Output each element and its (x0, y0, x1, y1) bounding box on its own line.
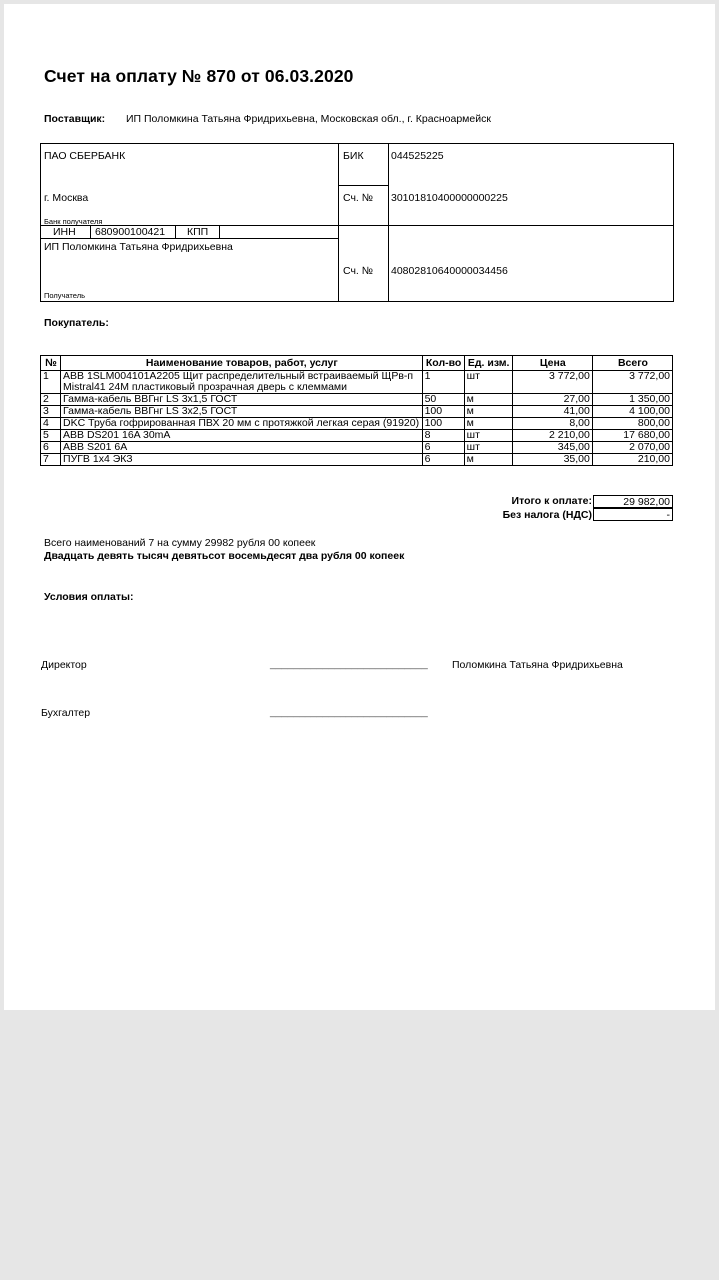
bank-name: ПАО СБЕРБАНК (44, 150, 126, 162)
row-unit: м (464, 454, 512, 466)
accountant-signature-line: ___________________________ (270, 706, 428, 718)
table-header-row (41, 356, 673, 371)
director-signature-line: ___________________________ (270, 658, 428, 670)
col-header-qty: Кол-во (422, 356, 464, 371)
row-number: 1 (41, 371, 61, 394)
corr-account-value: 30101810400000000225 (391, 192, 508, 204)
total-value: 29 982,00 (593, 495, 673, 508)
recipient-caption: Получатель (44, 291, 85, 300)
recipient-name: ИП Поломкина Татьяна Фридрихьевна (44, 241, 233, 253)
row-price: 8,00 (512, 418, 592, 430)
row-number: 3 (41, 406, 61, 418)
bik-label: БИК (343, 150, 364, 162)
vat-value: - (593, 508, 673, 521)
row-price: 2 210,00 (512, 430, 592, 442)
supplier-label: Поставщик: (44, 113, 106, 125)
table-row (41, 418, 673, 430)
row-unit: м (464, 406, 512, 418)
row-price: 35,00 (512, 454, 592, 466)
row-name: ABB S201 6A (61, 442, 423, 454)
row-number: 2 (41, 394, 61, 406)
row-qty: 100 (422, 406, 464, 418)
row-price: 41,00 (512, 406, 592, 418)
row-unit: шт (464, 442, 512, 454)
invoice-page (4, 4, 715, 1010)
row-total: 210,00 (592, 454, 672, 466)
bank-city: г. Москва (44, 192, 89, 204)
corr-account-label: Сч. № (343, 192, 374, 204)
row-name: ABB 1SLM004101A2205 Щит распределительный встраиваемый ЩРв-п Mistral41 24М пластиковый прозрачная дверь с клеммами (61, 371, 423, 394)
bank-details-box (40, 143, 674, 302)
vat-label: Без налога (НДС) (502, 509, 592, 521)
row-number: 4 (41, 418, 61, 430)
summary-count: Всего наименований 7 на сумму 29982 рубля 00 копеек (44, 537, 316, 549)
col-header-name: Наименование товаров, работ, услуг (61, 356, 423, 371)
table-row (41, 442, 673, 454)
row-number: 5 (41, 430, 61, 442)
supplier-value: ИП Поломкина Татьяна Фридрихьевна, Московская обл., г. Красноармейск (126, 113, 491, 125)
recipient-account-value: 40802810640000034456 (391, 265, 508, 277)
row-unit: м (464, 418, 512, 430)
row-price: 345,00 (512, 442, 592, 454)
recipient-account-label: Сч. № (343, 265, 374, 277)
row-total: 3 772,00 (592, 371, 672, 394)
col-header-price: Цена (512, 356, 592, 371)
row-total: 17 680,00 (592, 430, 672, 442)
table-row (41, 430, 673, 442)
row-qty: 1 (422, 371, 464, 394)
table-row (41, 394, 673, 406)
bank-caption: Банк получателя (44, 217, 103, 226)
col-header-number: № (41, 356, 61, 371)
row-total: 2 070,00 (592, 442, 672, 454)
row-price: 27,00 (512, 394, 592, 406)
row-unit: шт (464, 371, 512, 394)
row-name: Гамма-кабель ВВГнг LS 3х1,5 ГОСТ (61, 394, 423, 406)
row-name: Гамма-кабель ВВГнг LS 3х2,5 ГОСТ (61, 406, 423, 418)
table-row (41, 371, 673, 394)
row-name: DKC Труба гофрированная ПВХ 20 мм с протяжкой легкая серая (91920) (61, 418, 423, 430)
payment-terms-label: Условия оплаты: (44, 591, 134, 603)
row-unit: м (464, 394, 512, 406)
row-name: ПУГВ 1х4 ЭКЗ (61, 454, 423, 466)
row-total: 1 350,00 (592, 394, 672, 406)
row-qty: 100 (422, 418, 464, 430)
total-label: Итого к оплате: (511, 495, 592, 507)
items-table (40, 355, 673, 466)
row-qty: 6 (422, 442, 464, 454)
row-price: 3 772,00 (512, 371, 592, 394)
row-name: ABB DS201 16A 30mA (61, 430, 423, 442)
accountant-label: Бухгалтер (41, 707, 91, 719)
bik-value: 044525225 (391, 150, 444, 162)
kpp-label: КПП (187, 226, 209, 238)
row-total: 4 100,00 (592, 406, 672, 418)
col-header-unit: Ед. изм. (464, 356, 512, 371)
table-row (41, 406, 673, 418)
row-qty: 8 (422, 430, 464, 442)
row-number: 7 (41, 454, 61, 466)
row-qty: 6 (422, 454, 464, 466)
buyer-label: Покупатель: (44, 317, 109, 329)
table-row (41, 454, 673, 466)
director-label: Директор (41, 659, 87, 671)
col-header-total: Всего (592, 356, 672, 371)
inn-label: ИНН (53, 226, 76, 238)
summary-in-words: Двадцать девять тысяч девятьсот восемьдесят два рубля 00 копеек (44, 550, 405, 562)
director-name: Поломкина Татьяна Фридрихьевна (452, 659, 623, 671)
inn-value: 680900100421 (95, 226, 166, 238)
row-number: 6 (41, 442, 61, 454)
invoice-title: Счет на оплату № 870 от 06.03.2020 (44, 66, 354, 86)
row-total: 800,00 (592, 418, 672, 430)
row-qty: 50 (422, 394, 464, 406)
row-unit: шт (464, 430, 512, 442)
